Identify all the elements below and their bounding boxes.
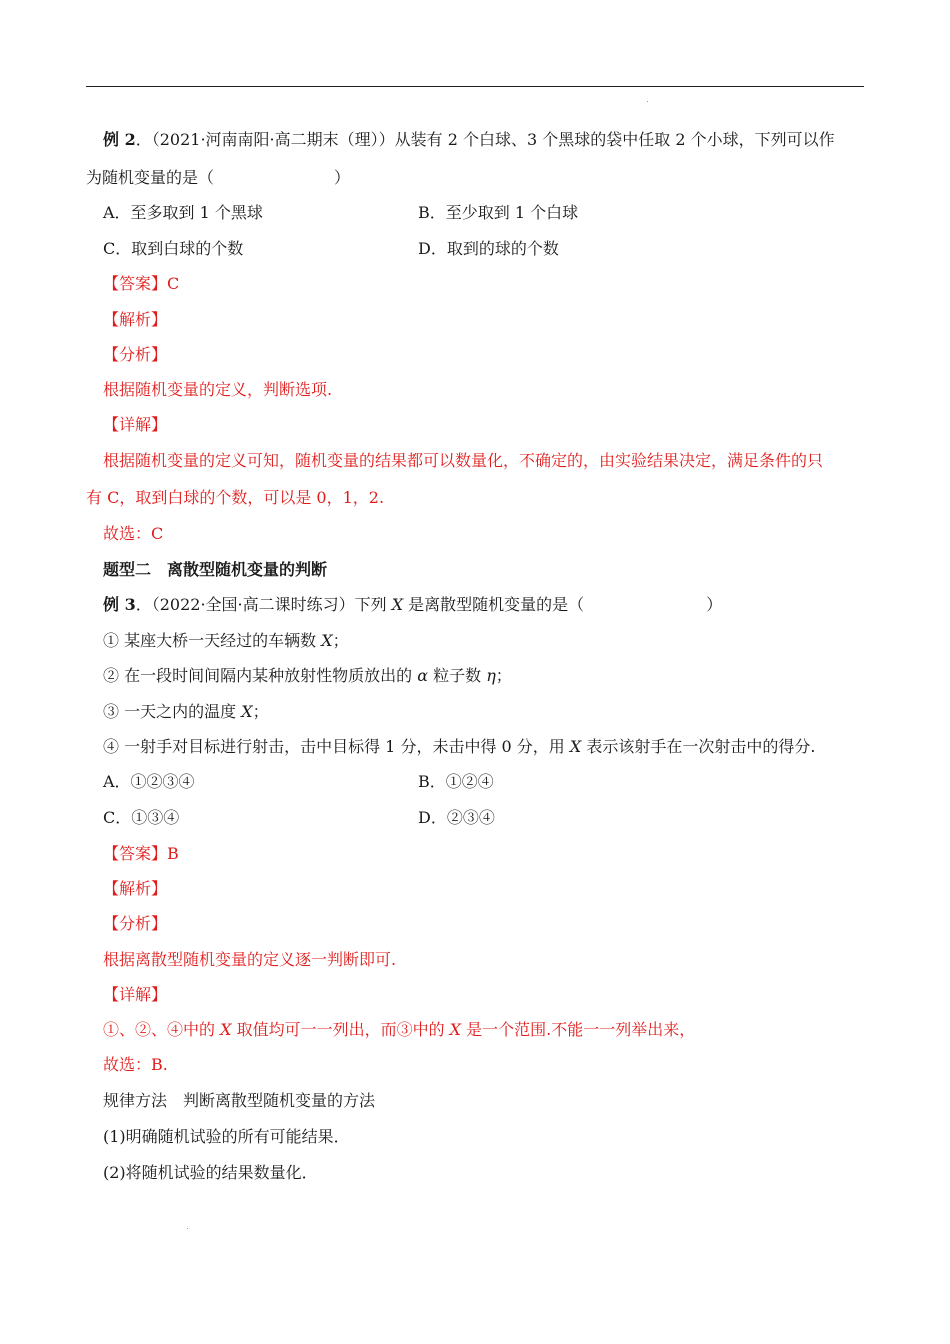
ex2-xiangjie: 【详解】: [103, 415, 168, 434]
ex3-label: 例 3: [103, 595, 136, 614]
ex2-option-d: D．取到的球的个数: [418, 239, 559, 258]
ex2-detail-line1: 根据随机变量的定义可知，随机变量的结果都可以数量化，不确定的，由实验结果决定，满足条件的只: [103, 451, 824, 470]
method-title: 规律方法 判断离散型随机变量的方法: [103, 1091, 376, 1110]
ex3-detail: [103, 1020, 695, 1040]
ex3-xiangjie: 【详解】: [103, 985, 168, 1004]
ex2-source-cont: 为随机变量的是（: [86, 168, 215, 187]
ex3-detail-var2: X: [449, 1020, 462, 1039]
ex3-item3-end: ；: [252, 702, 269, 721]
ex3-detail-var1: X: [220, 1020, 232, 1039]
ex3-choice: 故选：B.: [103, 1055, 168, 1074]
ex3-paren-close: ）: [706, 595, 723, 614]
ex3-item4-end: 表示该射手在一次射击中的得分.: [581, 737, 816, 756]
ex3-item2-eta: η: [486, 666, 496, 685]
method-step-2: (2)将随机试验的结果数量化．: [103, 1163, 318, 1182]
ex2-label: 例 2: [103, 130, 136, 149]
ex2-detail-line2: 有 C，取到白球的个数，可以是 0，1，2.: [86, 488, 385, 507]
ex3-detail-a: ①、②、④中的: [103, 1020, 221, 1039]
ex2-source: ．（2021·河南南阳·高二期末（理））从装有 2 个白球、3 个黑球的袋中任取 2 个小球，下列可以作: [135, 130, 835, 149]
ex3-item4-text: ④ 一射手对目标进行射击，击中目标得 1 分，未击中得 0 分，用: [103, 737, 570, 756]
ex2-jiexi: 【解析】: [103, 310, 168, 329]
ex3-fenxi-text: 根据离散型随机变量的定义逐一判断即可.: [103, 950, 397, 969]
ex3-item-2: [103, 666, 512, 686]
ex3-option-d: D．②③④: [418, 808, 495, 827]
ex2-options-row2: [103, 239, 243, 259]
ex3-var-x: X: [391, 595, 404, 614]
method-step-1: (1)明确随机试验的所有可能结果．: [103, 1127, 350, 1146]
ex3-item-3: [103, 702, 269, 722]
ex3-question: [103, 595, 722, 615]
ex2-option-a: A．至多取到 1 个黑球: [103, 203, 263, 222]
ex3-option-c: C．①③④: [103, 808, 180, 827]
footer-dot: [187, 1228, 188, 1229]
ex3-item3-text: ③ 一天之内的温度: [103, 702, 242, 721]
ex2-option-d-line: [418, 239, 559, 259]
ex3-item-1: [103, 631, 349, 651]
ex2-question-line1: [103, 130, 835, 150]
ex2-option-c: C．取到白球的个数: [103, 239, 244, 258]
header-dot: [647, 101, 648, 102]
ex2-paren-close: ）: [334, 168, 351, 187]
ex3-detail-b: 取值均可一一列出，而③中的: [231, 1020, 450, 1039]
ex3-item1-var: X: [321, 631, 333, 650]
ex2-option-b: B．至少取到 1 个白球: [418, 203, 579, 222]
ex3-item3-var: X: [241, 702, 253, 721]
ex3-source-b: 是离散型随机变量的是（: [403, 595, 585, 614]
ex2-fenxi-text: 根据随机变量的定义，判断选项.: [103, 380, 333, 399]
ex3-item2-end: ；: [495, 666, 512, 685]
ex3-item2-text: ② 在一段时间间隔内某种放射性物质放出的: [103, 666, 418, 685]
section-title: 题型二 离散型随机变量的判断: [103, 560, 328, 579]
ex3-option-b: B．①②④: [418, 772, 494, 791]
ex3-detail-c: 是一个范围.不能一一列举出来，: [461, 1020, 696, 1039]
ex3-source-a: ．（2022·全国·高二课时练习）下列: [135, 595, 392, 614]
ex2-choice: 故选：C: [103, 524, 164, 543]
ex3-item2-alpha: α: [417, 666, 428, 685]
ex3-item2-mid: 粒子数: [428, 666, 487, 685]
ex3-answer: 【答案】B: [103, 844, 179, 863]
ex2-question-line2: [86, 168, 350, 188]
ex2-fenxi: 【分析】: [103, 345, 168, 364]
ex2-option-b-line: [418, 203, 578, 223]
ex3-fenxi: 【分析】: [103, 914, 168, 933]
ex3-item1-end: ；: [332, 631, 349, 650]
ex2-answer: 【答案】C: [103, 274, 180, 293]
ex3-item-4: [103, 737, 815, 757]
ex3-jiexi: 【解析】: [103, 879, 168, 898]
ex3-item4-var: X: [569, 737, 582, 756]
ex3-option-a: A．①②③④: [103, 772, 195, 791]
header-rule: [86, 86, 864, 87]
ex3-item1-text: ① 某座大桥一天经过的车辆数: [103, 631, 322, 650]
